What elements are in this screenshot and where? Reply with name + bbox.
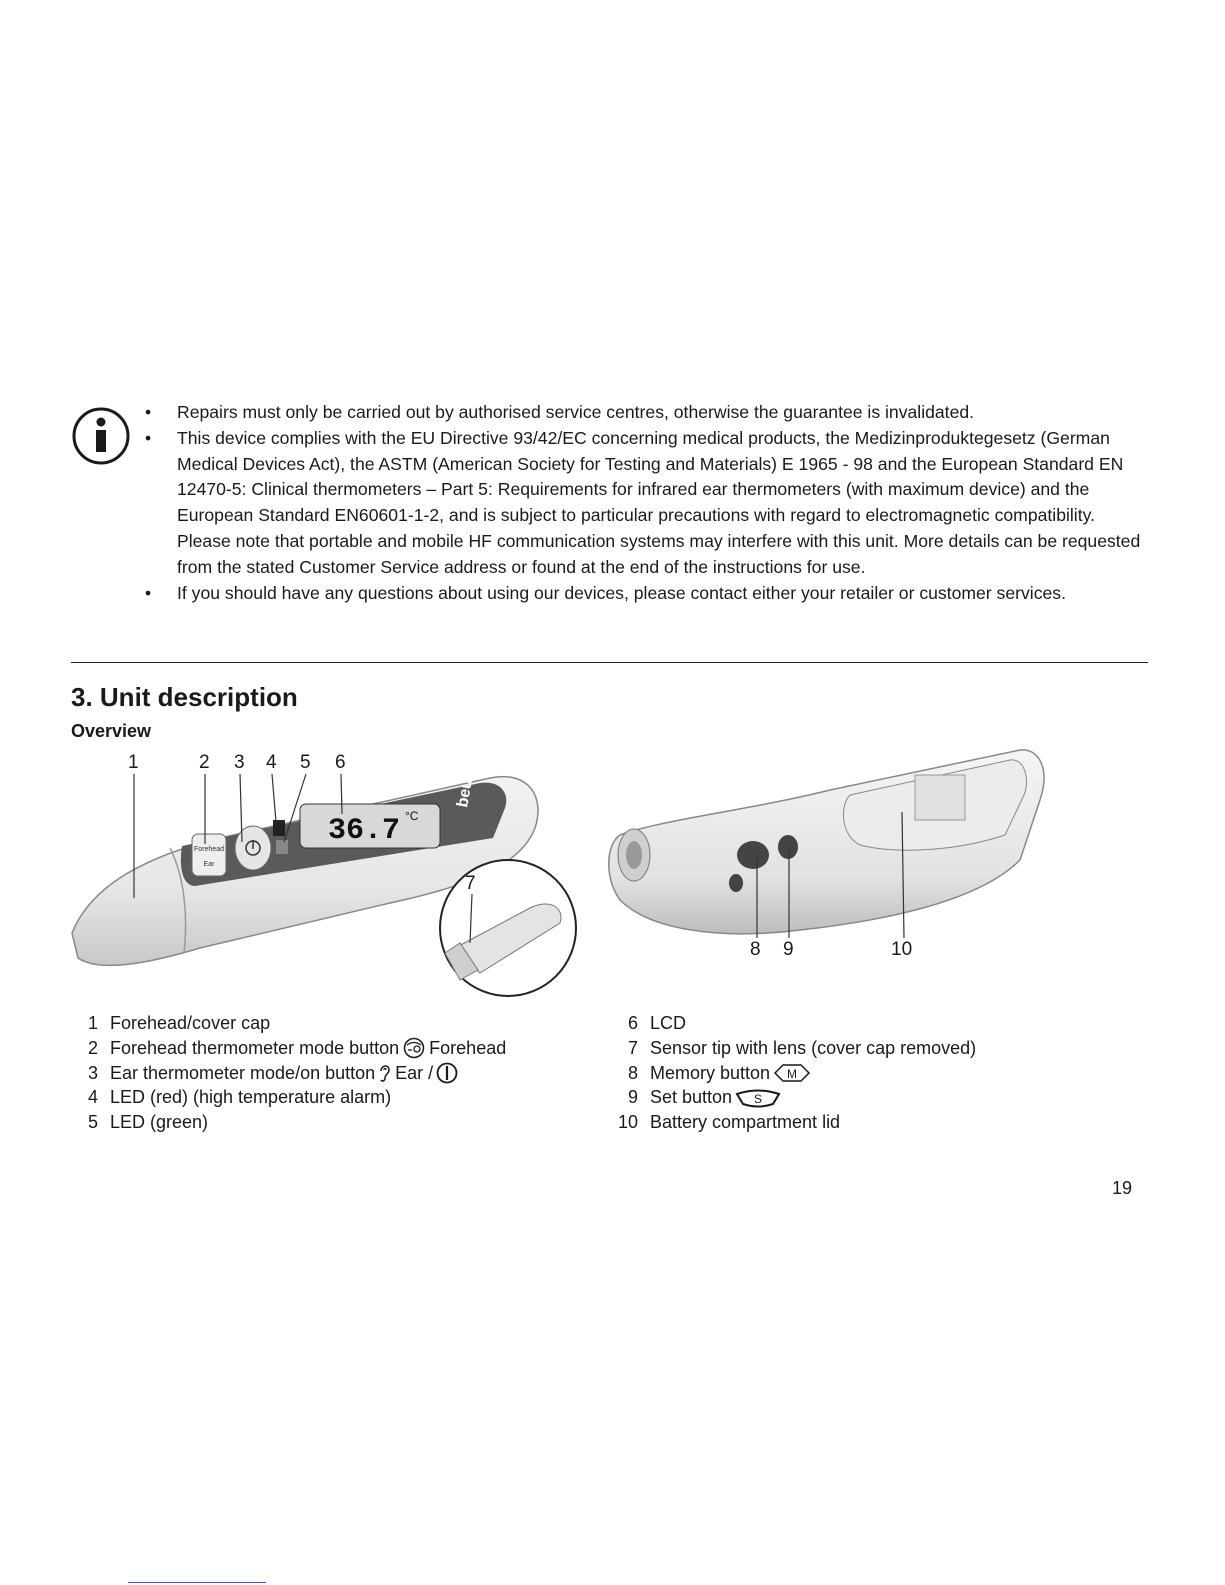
callout-6: 6	[335, 752, 346, 773]
legend-item: 4 LED (red) (high temperature alarm)	[87, 1087, 392, 1108]
notes-list	[145, 400, 1145, 606]
legend-item: 3 Ear thermometer mode/on button Ear /	[72, 1061, 506, 1086]
callout-1: 1	[128, 752, 139, 773]
legend-item: 10 Battery compartment lid	[617, 1112, 841, 1133]
callout-9: 9	[783, 939, 794, 960]
callout-3: 3	[234, 752, 245, 773]
divider	[71, 662, 1148, 663]
info-icon	[71, 406, 131, 466]
legend-item: 9 Set button S	[612, 1085, 976, 1110]
callout-2: 2	[199, 752, 210, 773]
button-label-ear: Ear	[203, 861, 215, 868]
subhead: Overview	[71, 721, 152, 741]
legend-item: 1 Forehead/cover cap	[87, 1013, 271, 1033]
legend-item: 8 Memory button M	[612, 1061, 976, 1086]
legend-left	[72, 1011, 506, 1135]
callout-10: 10	[891, 939, 913, 960]
note-item: • This device complies with the EU Directive 93/42/EC concerning medical products, the Medizinproduktegesetz (German Medical Devices Act), the ASTM (American Society for Testing and Materials) E 1965 - 98 and the European Standard EN 12470-5: Clinical thermometers – Part 5: Requirements for infrared ear thermometers (with maximum device) and the European Standard EN60601-1-2, and is subject to particular precautions with regard to electromagnetic compatibility. Please note that portable and mobile HF communication systems may interfere with this unit. More details can be requested from the stated Customer Service address or found at the end of the instructions for use.	[145, 427, 1141, 577]
memory-button-icon	[773, 1062, 811, 1084]
callout-8: 8	[750, 939, 761, 960]
callout-7: 7	[465, 873, 476, 894]
bullet-icon: •	[145, 427, 152, 448]
callout-4: 4	[266, 752, 277, 773]
legend-item: 5 LED (green)	[87, 1112, 209, 1133]
bullet-icon: •	[145, 582, 152, 603]
note-item: • Repairs must only be carried out by authorised service centres, otherwise the guarantee is invalidated.	[145, 400, 1145, 426]
legend-item: 7 Sensor tip with lens (cover cap removed)	[627, 1037, 977, 1058]
legend-item: 6 LCD	[627, 1013, 687, 1033]
legend-item: 2 Forehead thermometer mode button Forehead	[87, 1037, 507, 1058]
forehead-icon	[402, 1037, 426, 1059]
legend-right	[612, 1011, 976, 1135]
bullet-icon: •	[145, 402, 152, 422]
power-icon	[436, 1062, 458, 1084]
thermometer-front-illustration	[60, 748, 590, 998]
svg-text:M: M	[787, 1066, 798, 1081]
brand-logo: beurer	[454, 756, 480, 809]
ear-icon	[378, 1062, 392, 1084]
bottom-rule	[128, 1582, 266, 1583]
thermometer-back-illustration	[600, 740, 1060, 970]
lcd-unit: °C	[405, 809, 419, 823]
lcd-reading: 36.7	[327, 814, 400, 848]
callout-5: 5	[300, 752, 311, 773]
svg-text:S: S	[754, 1091, 763, 1106]
button-label-forehead: Forehead	[194, 846, 224, 853]
page-number: 19	[1112, 1178, 1133, 1198]
section-title: 3. Unit description	[71, 682, 298, 712]
note-item: • If you should have any questions about using our devices, please contact either your retailer or customer services.	[145, 581, 1145, 607]
set-button-icon	[735, 1087, 781, 1109]
